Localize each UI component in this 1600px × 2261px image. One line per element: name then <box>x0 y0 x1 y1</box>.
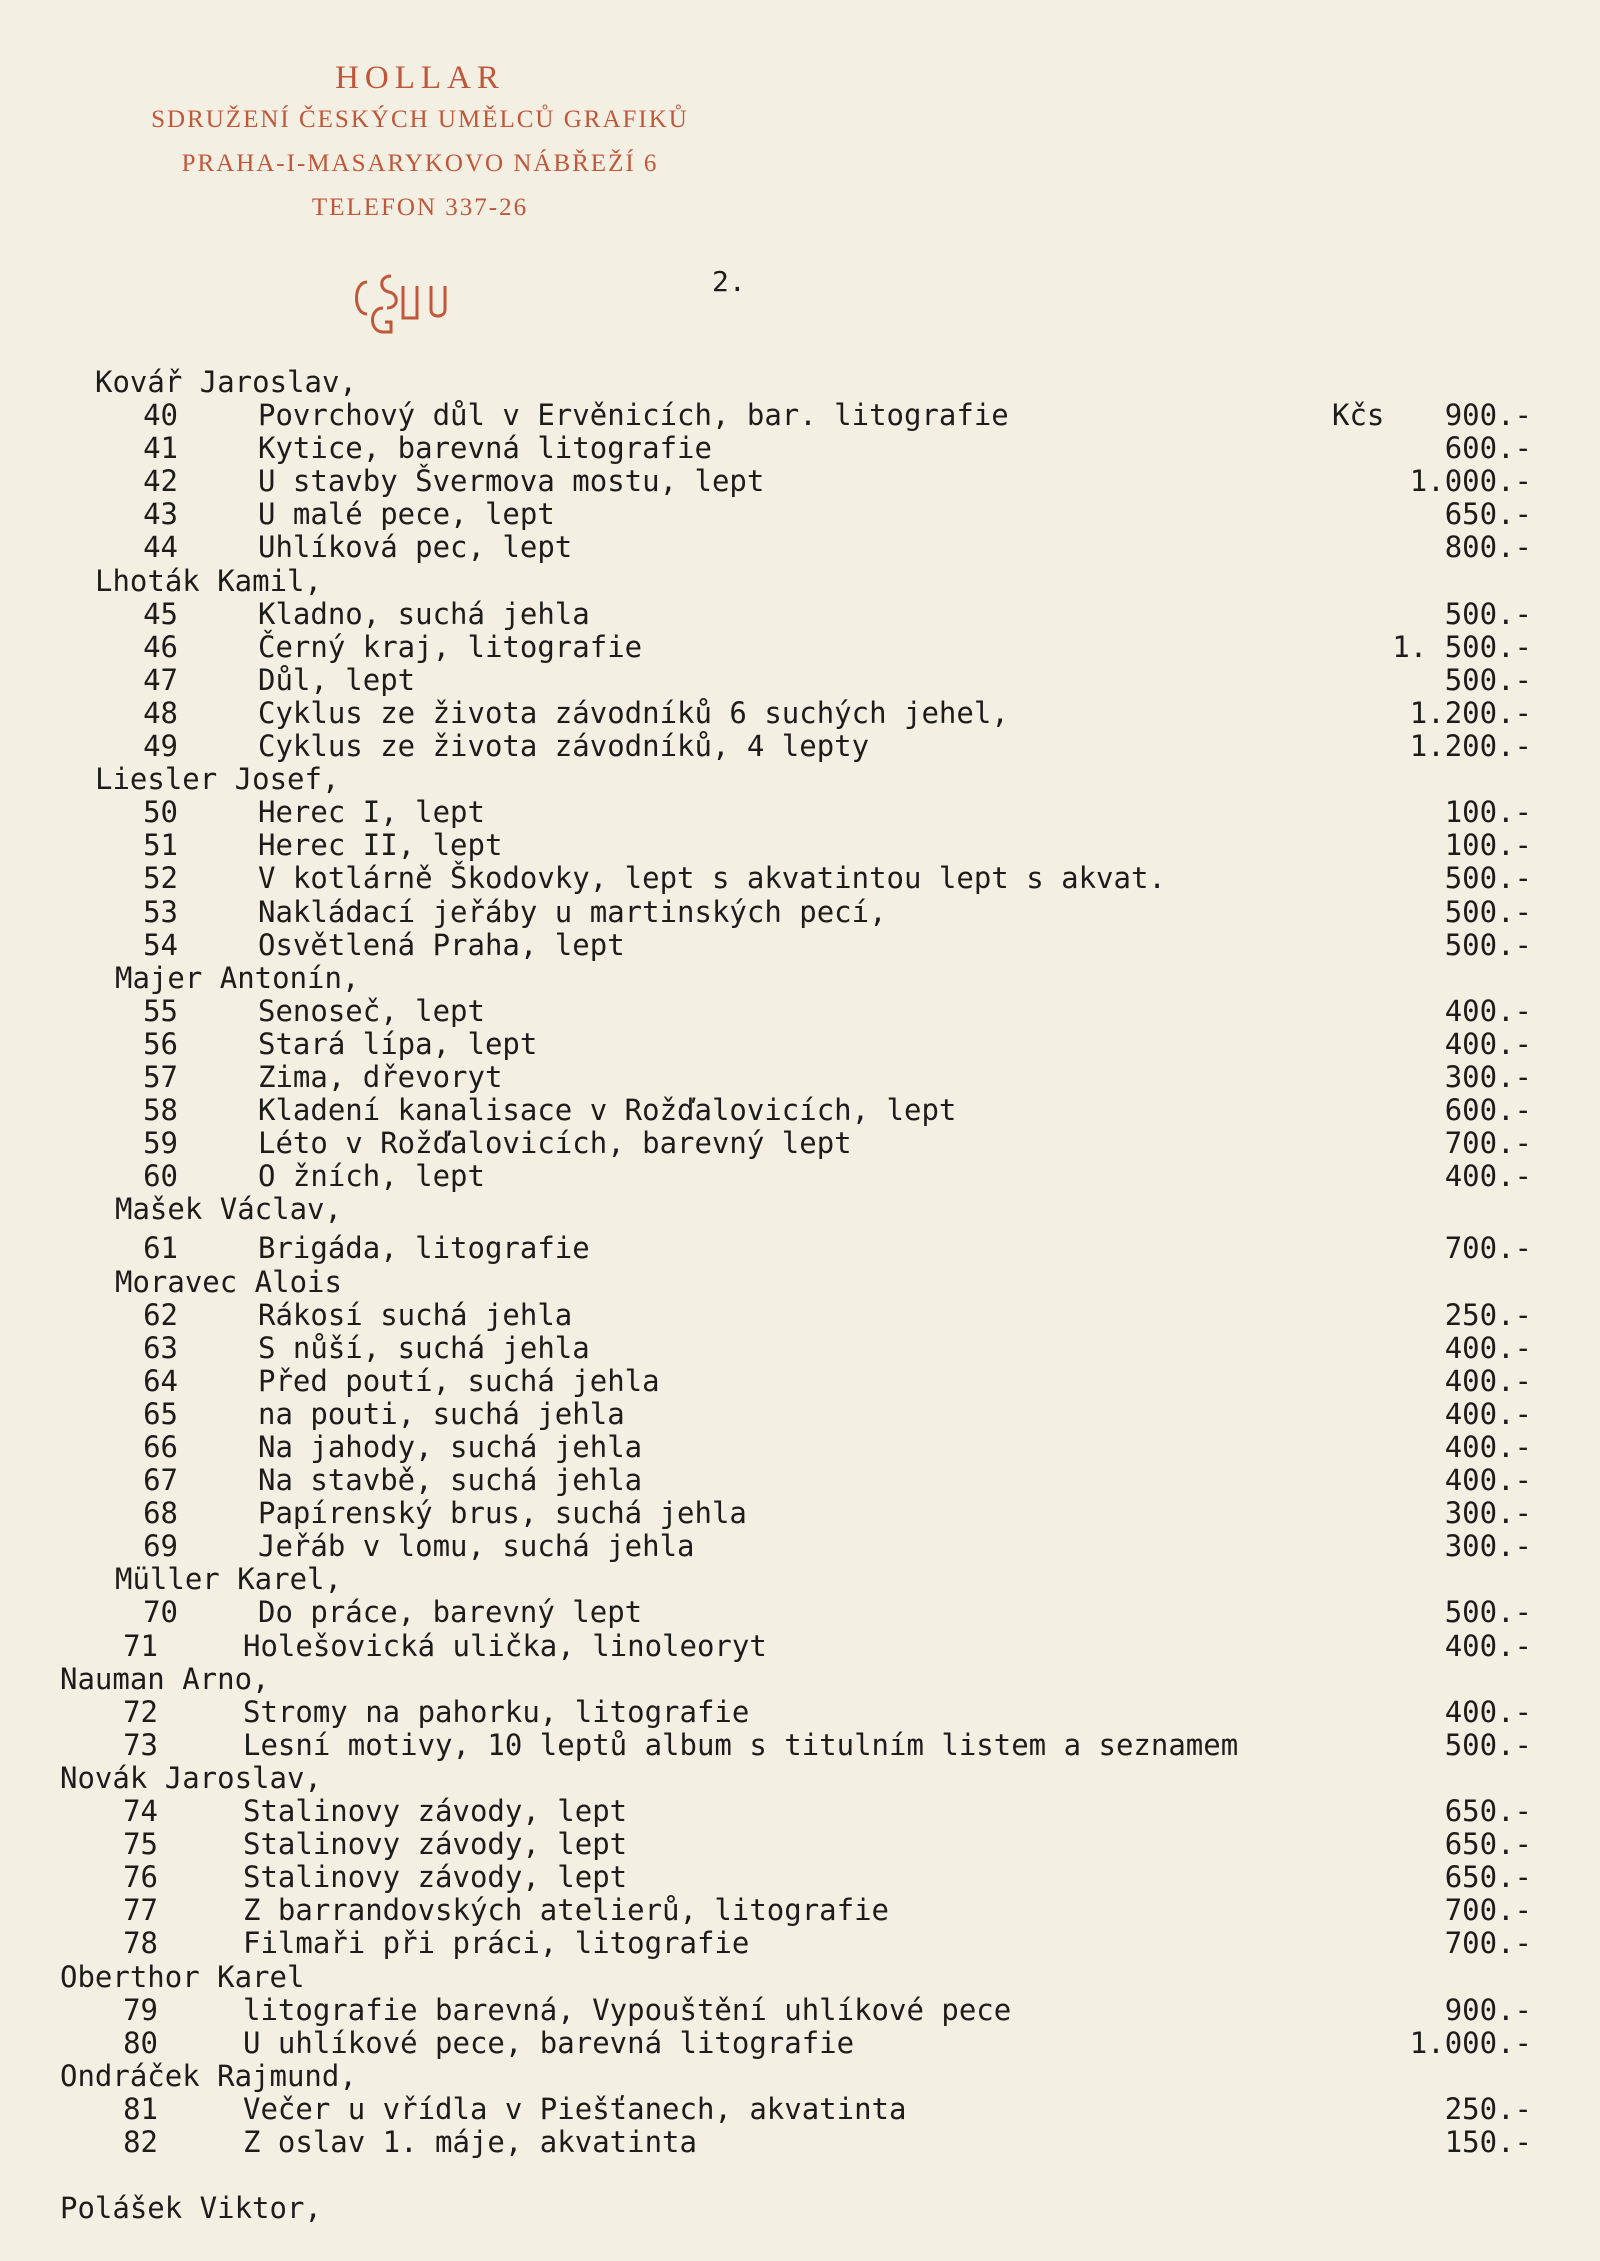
catalogue-number: 73 <box>123 1727 158 1762</box>
catalogue-number: 68 <box>143 1496 178 1531</box>
price: 700.- <box>1444 1126 1532 1161</box>
catalogue-number: 49 <box>143 729 178 764</box>
catalogue-number: 45 <box>143 596 178 631</box>
catalogue-number: 72 <box>123 1694 158 1729</box>
price: 500.- <box>1444 596 1532 631</box>
price: 1.200.- <box>1409 729 1532 764</box>
artwork-title: Filmaři při práci, litografie <box>243 1926 750 1961</box>
artwork-row <box>0 862 1600 895</box>
artwork-title: Povrchový důl v Ervěnicích, bar. litografie <box>258 398 1009 433</box>
catalogue-number: 65 <box>143 1396 178 1431</box>
artwork-row <box>0 1861 1600 1894</box>
artist-name: Oberthor Karel <box>60 1959 305 1994</box>
catalogue-number: 57 <box>143 1059 178 1094</box>
artwork-title: Jeřáb v lomu, suchá jehla <box>258 1529 695 1564</box>
artwork-row <box>0 1094 1600 1127</box>
artwork-row <box>0 631 1600 664</box>
catalogue-number: 78 <box>123 1926 158 1961</box>
catalogue-number: 69 <box>143 1529 178 1564</box>
letterhead-name: HOLLAR <box>335 60 505 96</box>
catalogue-number: 44 <box>143 530 178 565</box>
price: 650.- <box>1444 1827 1532 1862</box>
catalogue-number: 74 <box>123 1794 158 1829</box>
artwork-title: Kytice, barevná litografie <box>258 431 712 466</box>
artwork-title: Osvětlená Praha, lept <box>258 927 625 962</box>
sculpture-logo-icon <box>345 268 475 338</box>
artist-row <box>0 1266 1600 1299</box>
artwork-title: Kladení kanalisace v Rožďalovicích, lept <box>258 1093 957 1128</box>
price: 900.- <box>1444 1992 1532 2027</box>
price: 500.- <box>1444 861 1532 896</box>
artist-row <box>0 1762 1600 1795</box>
catalogue-number: 41 <box>143 431 178 466</box>
artwork-row <box>0 1332 1600 1365</box>
catalogue-number: 76 <box>123 1860 158 1895</box>
catalogue-number: 75 <box>123 1827 158 1862</box>
page-number: 2. <box>712 265 746 298</box>
price: 400.- <box>1444 1363 1532 1398</box>
artwork-title: Stalinovy závody, lept <box>243 1827 628 1862</box>
currency-label: Kčs <box>1332 398 1385 433</box>
artwork-title: U malé pece, lept <box>258 497 555 532</box>
artist-row <box>0 2192 1600 2225</box>
artwork-row <box>0 1028 1600 1061</box>
price: 500.- <box>1444 927 1532 962</box>
price: 400.- <box>1444 1694 1532 1729</box>
price: 650.- <box>1444 1794 1532 1829</box>
price: 400.- <box>1444 1430 1532 1464</box>
artwork-title: Před poutí, suchá jehla <box>258 1363 660 1398</box>
artist-name: Liesler Josef, <box>95 762 340 797</box>
artist-row <box>0 1563 1600 1596</box>
artwork-title: Večer u vřídla v Piešťanech, akvatinta <box>243 2091 907 2126</box>
artwork-title: Na stavbě, suchá jehla <box>258 1463 643 1498</box>
price-list <box>0 366 1600 2225</box>
price: 400.- <box>1444 1330 1532 1365</box>
catalogue-number: 47 <box>143 662 178 697</box>
artwork-title: V kotlárně Škodovky, lept s akvatintou lept s akvat. <box>258 861 1166 896</box>
artwork-title: Černý kraj, litografie <box>258 629 643 664</box>
artwork-row <box>0 1530 1600 1563</box>
catalogue-number: 48 <box>143 695 178 730</box>
catalogue-number: 77 <box>123 1893 158 1928</box>
artwork-row <box>0 1497 1600 1530</box>
artwork-row <box>0 796 1600 829</box>
catalogue-number: 52 <box>143 861 178 896</box>
artwork-title: Z oslav 1. máje, akvatinta <box>243 2124 697 2159</box>
artwork-row <box>0 1464 1600 1497</box>
artwork-row <box>0 1061 1600 1094</box>
price: 300.- <box>1444 1529 1532 1564</box>
artwork-title: Cyklus ze života závodníků, 4 lepty <box>258 729 870 764</box>
artwork-row <box>0 1927 1600 1960</box>
price: 600.- <box>1444 431 1532 466</box>
artwork-row <box>0 1596 1600 1629</box>
price: 700.- <box>1444 1893 1532 1928</box>
catalogue-number: 61 <box>143 1231 178 1266</box>
price: 400.- <box>1444 1628 1532 1663</box>
price: 300.- <box>1444 1059 1532 1094</box>
artist-row <box>0 366 1600 399</box>
price: 600.- <box>1444 1093 1532 1128</box>
artwork-title: Nakládací jeřáby u martinských pecí, <box>258 894 887 929</box>
artwork-title: Kladno, suchá jehla <box>258 596 590 631</box>
catalogue-number: 62 <box>143 1297 178 1332</box>
artist-name: Kovář Jaroslav, <box>95 365 357 399</box>
artwork-title: Zima, dřevoryt <box>258 1059 503 1094</box>
artwork-title: Léto v Rožďalovicích, barevný lept <box>258 1126 852 1161</box>
price: 400.- <box>1444 1463 1532 1498</box>
artwork-row <box>0 1729 1600 1762</box>
letterhead <box>60 58 780 230</box>
catalogue-number: 40 <box>143 398 178 433</box>
artwork-title: Na jahody, suchá jehla <box>258 1430 643 1464</box>
artwork-row <box>0 465 1600 498</box>
price: 500.- <box>1444 894 1532 929</box>
artwork-row <box>0 1630 1600 1663</box>
artwork-title: Lesní motivy, 10 leptů album s titulním listem a seznamem <box>243 1727 1239 1762</box>
artwork-title: Do práce, barevný lept <box>258 1595 643 1630</box>
artwork-row <box>0 1994 1600 2027</box>
price: 700.- <box>1444 1926 1532 1961</box>
price: 1. 500.- <box>1392 629 1532 664</box>
artist-name: Nauman Arno, <box>60 1661 270 1696</box>
artwork-title: Senoseč, lept <box>258 993 485 1028</box>
artist-row <box>0 1193 1600 1226</box>
artwork-row <box>0 1398 1600 1431</box>
artwork-row <box>0 1828 1600 1861</box>
price: 500.- <box>1444 662 1532 697</box>
artwork-title: Herec I, lept <box>258 795 485 830</box>
price: 650.- <box>1444 497 1532 532</box>
artwork-row <box>0 697 1600 730</box>
price: 1.200.- <box>1409 695 1532 730</box>
artwork-row <box>0 829 1600 862</box>
catalogue-number: 64 <box>143 1363 178 1398</box>
artwork-title: S nůší, suchá jehla <box>258 1330 590 1365</box>
artwork-title: Brigáda, litografie <box>258 1231 590 1266</box>
artwork-title: U stavby Švermova mostu, lept <box>258 464 765 499</box>
artwork-title: Herec II, lept <box>258 828 503 863</box>
catalogue-number: 54 <box>143 927 178 962</box>
letterhead-phone: TELEFON 337-26 <box>311 194 529 221</box>
price: 400.- <box>1444 1026 1532 1061</box>
price: 500.- <box>1444 1727 1532 1762</box>
artwork-title: Uhlíková pec, lept <box>258 530 573 565</box>
artwork-row <box>0 929 1600 962</box>
catalogue-number: 42 <box>143 464 178 499</box>
price: 500.- <box>1444 1595 1532 1630</box>
catalogue-number: 43 <box>143 497 178 532</box>
artwork-title: na pouti, suchá jehla <box>258 1396 625 1431</box>
catalogue-number: 58 <box>143 1093 178 1128</box>
catalogue-number: 82 <box>123 2124 158 2159</box>
letterhead-association: SDRUŽENÍ ČESKÝCH UMĚLCŮ GRAFIKŮ <box>151 106 689 133</box>
artwork-row <box>0 1232 1600 1265</box>
artwork-row <box>0 1696 1600 1729</box>
price: 650.- <box>1444 1860 1532 1895</box>
price: 800.- <box>1444 530 1532 565</box>
artist-name: Müller Karel, <box>115 1562 342 1597</box>
artwork-row <box>0 1127 1600 1160</box>
artwork-row <box>0 432 1600 465</box>
artist-name: Lhoták Kamil, <box>95 563 322 598</box>
artwork-row <box>0 896 1600 929</box>
price: 100.- <box>1444 828 1532 863</box>
artwork-title: U uhlíkové pece, barevná litografie <box>243 2025 855 2060</box>
catalogue-number: 67 <box>143 1463 178 1498</box>
artwork-row <box>0 1299 1600 1332</box>
catalogue-number: 80 <box>123 2025 158 2060</box>
artwork-title: Důl, lept <box>258 662 416 697</box>
artist-row <box>0 565 1600 598</box>
artist-name: Polášek Viktor, <box>60 2191 322 2226</box>
price: 400.- <box>1444 1159 1532 1194</box>
artwork-row <box>0 730 1600 763</box>
catalogue-number: 66 <box>143 1430 178 1464</box>
price: 400.- <box>1444 993 1532 1028</box>
artwork-row <box>0 2027 1600 2060</box>
artwork-row <box>0 399 1600 432</box>
catalogue-number: 56 <box>143 1026 178 1061</box>
price: 700.- <box>1444 1231 1532 1266</box>
artwork-title: Cyklus ze života závodníků 6 suchých jehel, <box>258 695 1009 730</box>
price: 250.- <box>1444 1297 1532 1332</box>
artwork-title: litografie barevná, Vypouštění uhlíkové pece <box>243 1992 1012 2027</box>
price: 100.- <box>1444 795 1532 830</box>
artist-name: Mašek Václav, <box>115 1192 342 1227</box>
price: 1.000.- <box>1409 464 1532 499</box>
letterhead-address: PRAHA-I-MASARYKOVO NÁBŘEŽÍ 6 <box>181 150 659 177</box>
artwork-title: Stará lípa, lept <box>258 1026 538 1061</box>
catalogue-number: 63 <box>143 1330 178 1365</box>
catalogue-number: 70 <box>143 1595 178 1630</box>
artwork-row <box>0 2126 1600 2159</box>
artwork-title: Z barrandovských atelierů, litografie <box>243 1893 890 1928</box>
artwork-row <box>0 2093 1600 2126</box>
artwork-title: Papírenský brus, suchá jehla <box>258 1496 747 1531</box>
artwork-row <box>0 664 1600 697</box>
catalogue-number: 59 <box>143 1126 178 1161</box>
catalogue-number: 50 <box>143 795 178 830</box>
artist-row <box>0 2060 1600 2093</box>
artwork-title: O žních, lept <box>258 1159 485 1194</box>
artwork-title: Rákosí suchá jehla <box>258 1297 573 1332</box>
artist-name: Majer Antonín, <box>115 960 360 995</box>
artwork-row <box>0 1365 1600 1398</box>
artist-name: Ondráček Rajmund, <box>60 2058 357 2093</box>
blank-row <box>0 2159 1600 2192</box>
price: 300.- <box>1444 1496 1532 1531</box>
artist-name: Novák Jaroslav, <box>60 1760 322 1795</box>
artist-row <box>0 763 1600 796</box>
artwork-title: Stalinovy závody, lept <box>243 1794 628 1829</box>
catalogue-number: 55 <box>143 993 178 1028</box>
artist-row <box>0 962 1600 995</box>
price: 400.- <box>1444 1396 1532 1431</box>
artwork-row <box>0 1795 1600 1828</box>
artwork-row <box>0 995 1600 1028</box>
price: 1.000.- <box>1409 2025 1532 2060</box>
catalogue-number: 46 <box>143 629 178 664</box>
artwork-row <box>0 1160 1600 1193</box>
artwork-title: Holešovická ulička, linoleoryt <box>243 1628 767 1663</box>
artwork-row <box>0 598 1600 631</box>
artwork-title: Stromy na pahorku, litografie <box>243 1694 750 1729</box>
artist-row <box>0 1663 1600 1696</box>
catalogue-number: 81 <box>123 2091 158 2126</box>
catalogue-number: 51 <box>143 828 178 863</box>
catalogue-number: 71 <box>123 1628 158 1663</box>
price: 900.- <box>1444 398 1532 433</box>
catalogue-number: 60 <box>143 1159 178 1194</box>
artist-row <box>0 1961 1600 1994</box>
artwork-row <box>0 531 1600 564</box>
artwork-row <box>0 1431 1600 1464</box>
artwork-row <box>0 498 1600 531</box>
catalogue-number: 79 <box>123 1992 158 2027</box>
artist-name: Moravec Alois <box>115 1264 342 1299</box>
price: 150.- <box>1444 2124 1532 2159</box>
catalogue-number: 53 <box>143 894 178 929</box>
price: 250.- <box>1444 2091 1532 2126</box>
artwork-title: Stalinovy závody, lept <box>243 1860 628 1895</box>
artwork-row <box>0 1894 1600 1927</box>
